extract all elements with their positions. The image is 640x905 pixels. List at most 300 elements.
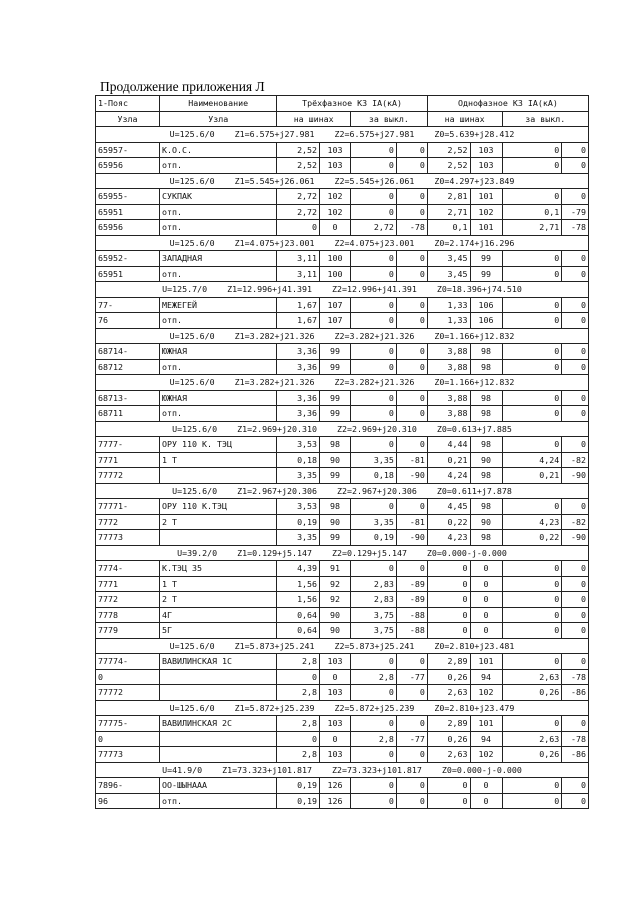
bus-current-3ph: 3,36 [277,406,320,422]
breaker-angle-3ph: -88 [396,623,427,639]
node-code: 0 [96,731,160,747]
breaker-angle-1ph: 0 [562,607,589,623]
section-params-row [96,235,589,251]
breaker-angle-3ph: 0 [396,204,427,220]
node-name: отп. [160,793,277,809]
section-params: U=125.6/0 Z1=2.969+j20.310 Z2=2.969+j20.310 Z0=0.613+j7.885 [96,421,589,437]
bus-current-1ph: 4,45 [427,499,470,515]
breaker-current-1ph: 0,22 [502,530,562,546]
bus-current-3ph: 0 [277,220,320,236]
breaker-angle-1ph: 0 [562,716,589,732]
breaker-angle-3ph: 0 [396,406,427,422]
header-three-phase: Трёхфазное КЗ IA(кА) [277,96,427,112]
bus-current-3ph: 2,72 [277,189,320,205]
breaker-angle-1ph: 0 [562,390,589,406]
bus-angle-1ph: 0 [470,576,502,592]
table-row [96,731,589,747]
bus-angle-3ph: 90 [320,623,351,639]
bus-angle-1ph: 106 [470,297,502,313]
bus-angle-1ph: 0 [470,592,502,608]
node-name [160,530,277,546]
bus-angle-3ph: 126 [320,793,351,809]
header-row-2 [96,111,589,127]
bus-current-3ph: 0 [277,669,320,685]
bus-angle-1ph: 103 [470,142,502,158]
bus-angle-1ph: 99 [470,251,502,267]
breaker-current-1ph: 0,26 [502,747,562,763]
bus-current-3ph: 1,67 [277,297,320,313]
table-row [96,452,589,468]
breaker-angle-1ph: -78 [562,220,589,236]
bus-current-3ph: 2,8 [277,654,320,670]
breaker-angle-3ph: -90 [396,530,427,546]
bus-current-3ph: 3,35 [277,530,320,546]
breaker-angle-1ph: 0 [562,266,589,282]
node-code: 65956 [96,220,160,236]
bus-current-3ph: 2,52 [277,142,320,158]
node-name: 4Г [160,607,277,623]
bus-angle-3ph: 90 [320,514,351,530]
header-name: Наименование [160,96,277,112]
node-name: 2 Т [160,592,277,608]
breaker-angle-3ph: 0 [396,251,427,267]
bus-current-1ph: 0,26 [427,669,470,685]
breaker-current-3ph: 0 [350,716,396,732]
table-row [96,359,589,375]
bus-current-3ph: 0,19 [277,793,320,809]
bus-current-1ph: 4,44 [427,437,470,453]
breaker-angle-3ph: 0 [396,685,427,701]
table-row [96,220,589,236]
breaker-current-1ph: 0 [502,592,562,608]
bus-current-1ph: 0,21 [427,452,470,468]
node-name [160,685,277,701]
breaker-angle-3ph: 0 [396,158,427,174]
header-node: Узла [96,111,160,127]
table-row [96,142,589,158]
breaker-angle-1ph: 0 [562,623,589,639]
bus-current-3ph: 3,36 [277,344,320,360]
breaker-angle-1ph: 0 [562,251,589,267]
bus-current-3ph: 1,56 [277,576,320,592]
node-name: К.ТЭЦ 35 [160,561,277,577]
bus-angle-3ph: 92 [320,592,351,608]
bus-angle-3ph: 99 [320,406,351,422]
node-code: 77773 [96,530,160,546]
breaker-current-1ph: 0 [502,437,562,453]
header-at-breaker-3ph: за выкл. [350,111,427,127]
bus-angle-3ph: 90 [320,452,351,468]
node-code: 77772 [96,685,160,701]
bus-angle-1ph: 101 [470,654,502,670]
breaker-current-3ph: 3,75 [350,623,396,639]
bus-angle-1ph: 0 [470,561,502,577]
table-row [96,390,589,406]
section-params: U=125.7/0 Z1=12.996+j41.391 Z2=12.996+j41.391 Z0=18.396+j74.510 [96,282,589,298]
breaker-angle-1ph: -90 [562,530,589,546]
bus-angle-3ph: 99 [320,390,351,406]
bus-angle-1ph: 99 [470,266,502,282]
section-params: U=125.6/0 Z1=5.545+j26.061 Z2=5.545+j26.061 Z0=4.297+j23.849 [96,173,589,189]
section-params-row [96,421,589,437]
breaker-current-1ph: 2,71 [502,220,562,236]
node-code: 76 [96,313,160,329]
bus-current-1ph: 2,52 [427,142,470,158]
bus-angle-3ph: 0 [320,220,351,236]
breaker-angle-1ph: 0 [562,344,589,360]
breaker-angle-1ph: 0 [562,654,589,670]
bus-angle-1ph: 98 [470,499,502,515]
breaker-current-1ph: 0 [502,793,562,809]
bus-current-3ph: 3,36 [277,390,320,406]
breaker-current-3ph: 0 [350,793,396,809]
bus-angle-3ph: 103 [320,158,351,174]
breaker-current-3ph: 0 [350,747,396,763]
page-title: Продолжение приложения Л [100,79,265,94]
table-row [96,437,589,453]
breaker-current-1ph: 0 [502,654,562,670]
section-params-row [96,328,589,344]
bus-angle-3ph: 100 [320,251,351,267]
bus-angle-1ph: 0 [470,778,502,794]
breaker-angle-3ph: -78 [396,220,427,236]
table-row [96,778,589,794]
section-params: U=125.6/0 Z1=5.873+j25.241 Z2=5.873+j25.241 Z0=2.810+j23.481 [96,638,589,654]
section-params-row [96,700,589,716]
section-params: U=125.6/0 Z1=5.872+j25.239 Z2=5.872+j25.239 Z0=2.810+j23.479 [96,700,589,716]
breaker-angle-1ph: -90 [562,468,589,484]
table-row [96,561,589,577]
breaker-current-3ph: 2,83 [350,576,396,592]
breaker-current-3ph: 0 [350,685,396,701]
node-code: 7771 [96,452,160,468]
breaker-angle-1ph: 0 [562,313,589,329]
node-code: 7896- [96,778,160,794]
node-name: 2 Т [160,514,277,530]
node-name: К.О.С. [160,142,277,158]
breaker-current-1ph: 0 [502,251,562,267]
table-row [96,406,589,422]
bus-current-1ph: 4,23 [427,530,470,546]
node-name [160,468,277,484]
bus-current-1ph: 0 [427,607,470,623]
node-code: 7774- [96,561,160,577]
header-on-bus-3ph: на шинах [277,111,351,127]
breaker-current-1ph: 0 [502,576,562,592]
bus-angle-3ph: 99 [320,530,351,546]
node-code: 7772 [96,514,160,530]
breaker-current-3ph: 3,35 [350,452,396,468]
section-params: U=125.6/0 Z1=2.967+j20.306 Z2=2.967+j20.306 Z0=0.611+j7.878 [96,483,589,499]
node-code: 68714- [96,344,160,360]
breaker-angle-3ph: 0 [396,793,427,809]
breaker-current-1ph: 0 [502,778,562,794]
bus-angle-1ph: 101 [470,189,502,205]
bus-angle-1ph: 101 [470,716,502,732]
bus-angle-1ph: 106 [470,313,502,329]
bus-current-3ph: 3,11 [277,251,320,267]
breaker-current-3ph: 0 [350,142,396,158]
bus-angle-1ph: 101 [470,220,502,236]
bus-angle-3ph: 103 [320,654,351,670]
breaker-current-3ph: 0 [350,158,396,174]
bus-angle-3ph: 102 [320,204,351,220]
bus-angle-3ph: 100 [320,266,351,282]
node-code: 77774- [96,654,160,670]
table-row [96,530,589,546]
breaker-current-3ph: 0 [350,313,396,329]
bus-current-1ph: 2,89 [427,654,470,670]
node-code: 7777- [96,437,160,453]
breaker-angle-1ph: -78 [562,669,589,685]
node-name: ОРУ 110 К. ТЭЦ [160,437,277,453]
bus-current-1ph: 3,88 [427,359,470,375]
header-on-bus-1ph: на шинах [427,111,502,127]
bus-angle-1ph: 98 [470,406,502,422]
bus-current-3ph: 3,11 [277,266,320,282]
node-name: 5Г [160,623,277,639]
table-row [96,576,589,592]
breaker-angle-3ph: 0 [396,747,427,763]
breaker-angle-3ph: 0 [396,313,427,329]
bus-current-1ph: 0 [427,623,470,639]
node-name: ЮЖНАЯ [160,344,277,360]
breaker-angle-1ph: -79 [562,204,589,220]
breaker-angle-1ph: 0 [562,499,589,515]
breaker-angle-3ph: -81 [396,452,427,468]
node-code: 77772 [96,468,160,484]
breaker-current-1ph: 0 [502,344,562,360]
node-code: 7772 [96,592,160,608]
bus-angle-3ph: 103 [320,685,351,701]
breaker-angle-1ph: 0 [562,406,589,422]
short-circuit-table [95,95,589,809]
breaker-angle-1ph: 0 [562,158,589,174]
section-params-row [96,173,589,189]
section-params: U=41.9/0 Z1=73.323+j101.817 Z2=73.323+j101.817 Z0=0.000-j-0.000 [96,762,589,778]
bus-current-1ph: 2,89 [427,716,470,732]
breaker-current-3ph: 3,75 [350,607,396,623]
bus-angle-3ph: 99 [320,468,351,484]
bus-current-3ph: 3,35 [277,468,320,484]
bus-angle-3ph: 107 [320,297,351,313]
breaker-angle-3ph: -81 [396,514,427,530]
bus-current-3ph: 2,8 [277,747,320,763]
bus-current-3ph: 2,8 [277,685,320,701]
bus-current-3ph: 2,8 [277,716,320,732]
breaker-current-1ph: 0,1 [502,204,562,220]
section-params-row [96,282,589,298]
bus-angle-1ph: 102 [470,204,502,220]
bus-angle-1ph: 0 [470,793,502,809]
bus-angle-1ph: 0 [470,607,502,623]
breaker-current-3ph: 0 [350,561,396,577]
section-params-row [96,127,589,143]
bus-angle-3ph: 0 [320,731,351,747]
breaker-angle-3ph: 0 [396,437,427,453]
table-row [96,747,589,763]
breaker-angle-1ph: 0 [562,189,589,205]
bus-angle-1ph: 90 [470,452,502,468]
bus-angle-1ph: 102 [470,747,502,763]
section-params-row [96,762,589,778]
header-single-phase: Однофазное КЗ IA(кА) [427,96,588,112]
breaker-current-1ph: 4,24 [502,452,562,468]
bus-current-1ph: 0 [427,576,470,592]
bus-angle-3ph: 103 [320,716,351,732]
section-params: U=39.2/0 Z1=0.129+j5.147 Z2=0.129+j5.147 Z0=0.000-j-0.000 [96,545,589,561]
node-name: 1 Т [160,452,277,468]
node-name: МЕЖЕГЕЙ [160,297,277,313]
breaker-angle-1ph: -86 [562,747,589,763]
node-name: 1 Т [160,576,277,592]
section-params: U=125.6/0 Z1=4.075+j23.001 Z2=4.075+j23.001 Z0=2.174+j16.296 [96,235,589,251]
bus-angle-3ph: 107 [320,313,351,329]
breaker-current-3ph: 2,8 [350,731,396,747]
breaker-current-1ph: 0 [502,189,562,205]
bus-angle-1ph: 98 [470,359,502,375]
breaker-current-1ph: 0 [502,313,562,329]
breaker-angle-3ph: 0 [396,189,427,205]
table-row [96,607,589,623]
bus-angle-3ph: 98 [320,437,351,453]
node-name: ЮЖНАЯ [160,390,277,406]
breaker-current-1ph: 0,26 [502,685,562,701]
node-name: отп. [160,158,277,174]
breaker-current-1ph: 0 [502,561,562,577]
section-params: U=125.6/0 Z1=3.282+j21.326 Z2=3.282+j21.326 Z0=1.166+j12.832 [96,375,589,391]
breaker-angle-3ph: -77 [396,669,427,685]
breaker-current-3ph: 0 [350,390,396,406]
node-code: 96 [96,793,160,809]
bus-current-1ph: 3,88 [427,406,470,422]
bus-current-3ph: 3,53 [277,437,320,453]
breaker-angle-1ph: -78 [562,731,589,747]
table-row [96,623,589,639]
node-name: отп. [160,220,277,236]
breaker-current-1ph: 0 [502,406,562,422]
node-code: 68713- [96,390,160,406]
bus-angle-3ph: 99 [320,344,351,360]
bus-current-1ph: 0,26 [427,731,470,747]
bus-current-1ph: 0 [427,561,470,577]
node-code: 7771 [96,576,160,592]
node-code: 77- [96,297,160,313]
bus-current-3ph: 3,53 [277,499,320,515]
bus-angle-1ph: 90 [470,514,502,530]
breaker-current-3ph: 0 [350,406,396,422]
breaker-current-3ph: 0,18 [350,468,396,484]
bus-angle-3ph: 102 [320,189,351,205]
table-row [96,251,589,267]
bus-current-3ph: 0 [277,731,320,747]
node-code: 77775- [96,716,160,732]
bus-current-1ph: 3,45 [427,266,470,282]
breaker-angle-1ph: 0 [562,561,589,577]
breaker-angle-1ph: -82 [562,514,589,530]
bus-current-3ph: 0,18 [277,452,320,468]
header-node-name: Узла [160,111,277,127]
breaker-current-1ph: 2,63 [502,669,562,685]
breaker-current-1ph: 0 [502,359,562,375]
breaker-current-3ph: 0 [350,297,396,313]
breaker-angle-3ph: -89 [396,576,427,592]
breaker-angle-3ph: 0 [396,297,427,313]
bus-current-3ph: 2,52 [277,158,320,174]
bus-angle-1ph: 102 [470,685,502,701]
breaker-current-3ph: 0 [350,437,396,453]
breaker-angle-1ph: 0 [562,778,589,794]
bus-current-1ph: 2,52 [427,158,470,174]
node-code: 77771- [96,499,160,515]
bus-angle-3ph: 99 [320,359,351,375]
node-code: 0 [96,669,160,685]
breaker-current-3ph: 0 [350,204,396,220]
node-code: 65951 [96,204,160,220]
breaker-angle-1ph: 0 [562,576,589,592]
breaker-current-1ph: 0,21 [502,468,562,484]
breaker-current-3ph: 0 [350,344,396,360]
breaker-current-3ph: 0 [350,499,396,515]
breaker-angle-3ph: -88 [396,607,427,623]
breaker-current-1ph: 0 [502,623,562,639]
breaker-current-1ph: 0 [502,607,562,623]
breaker-angle-1ph: 0 [562,437,589,453]
breaker-angle-1ph: 0 [562,142,589,158]
node-code: 65952- [96,251,160,267]
bus-current-1ph: 0 [427,793,470,809]
breaker-angle-1ph: -86 [562,685,589,701]
bus-current-1ph: 3,88 [427,390,470,406]
node-name: отп. [160,359,277,375]
bus-current-3ph: 4,39 [277,561,320,577]
table-row [96,344,589,360]
bus-angle-1ph: 94 [470,731,502,747]
bus-angle-1ph: 98 [470,530,502,546]
breaker-current-1ph: 0 [502,499,562,515]
node-name: ЗАПАДНАЯ [160,251,277,267]
table-row [96,204,589,220]
bus-current-3ph: 2,72 [277,204,320,220]
bus-current-1ph: 0 [427,778,470,794]
breaker-current-1ph: 0 [502,390,562,406]
bus-current-1ph: 2,63 [427,747,470,763]
node-code: 77773 [96,747,160,763]
bus-angle-1ph: 98 [470,390,502,406]
bus-angle-1ph: 98 [470,468,502,484]
node-code: 65956 [96,158,160,174]
bus-current-1ph: 3,88 [427,344,470,360]
node-name: отп. [160,406,277,422]
table-row [96,654,589,670]
node-name [160,747,277,763]
breaker-angle-1ph: 0 [562,359,589,375]
breaker-angle-3ph: -89 [396,592,427,608]
bus-current-1ph: 4,24 [427,468,470,484]
bus-angle-3ph: 98 [320,499,351,515]
bus-angle-3ph: 91 [320,561,351,577]
breaker-current-3ph: 0 [350,778,396,794]
breaker-angle-1ph: -82 [562,452,589,468]
breaker-angle-3ph: 0 [396,561,427,577]
table-row [96,514,589,530]
breaker-current-3ph: 0 [350,359,396,375]
node-code: 65955- [96,189,160,205]
bus-current-3ph: 0,19 [277,514,320,530]
breaker-angle-3ph: 0 [396,266,427,282]
node-name: ОРУ 110 К.ТЭЦ [160,499,277,515]
node-name: ВАВИЛИНСКАЯ 2С [160,716,277,732]
